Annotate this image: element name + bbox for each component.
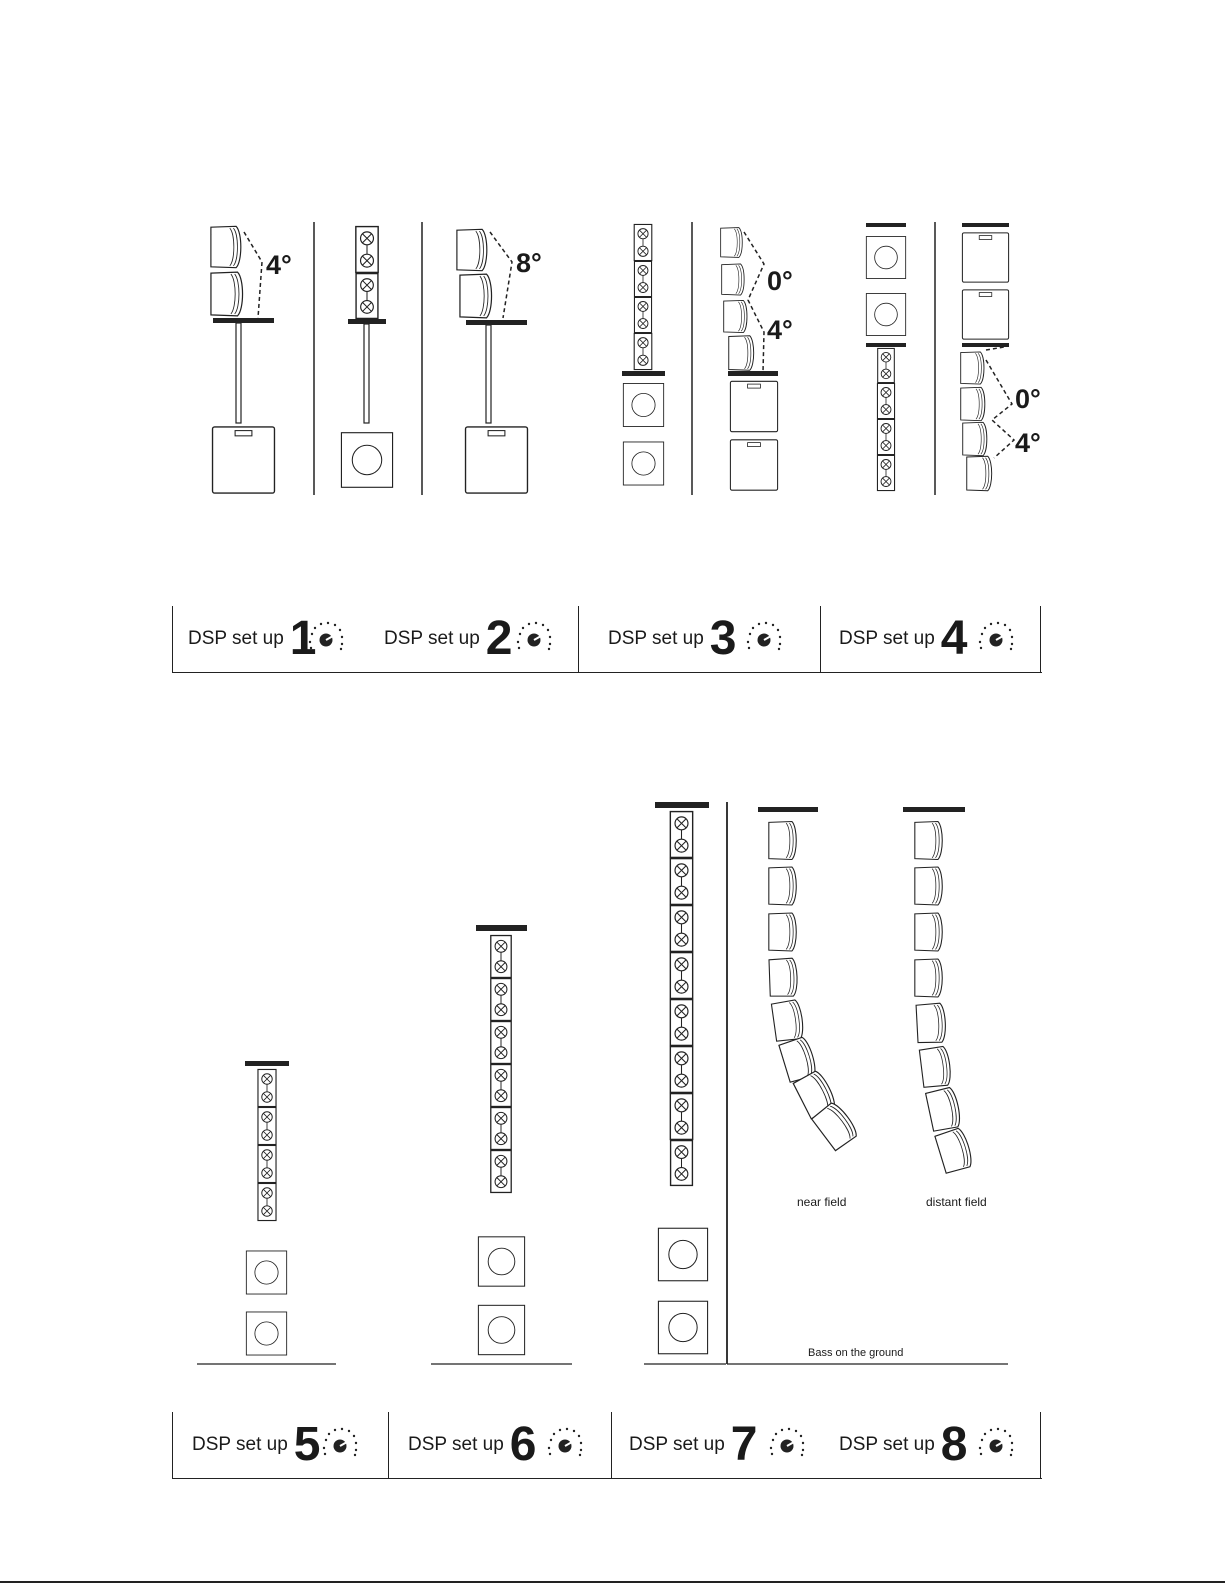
dsp-setup-1 bbox=[188, 606, 322, 672]
array-near-field bbox=[758, 807, 860, 1151]
angle-label: 0° bbox=[767, 266, 793, 296]
angle-label: 0° bbox=[1015, 384, 1041, 414]
dsp-number: 1 bbox=[289, 612, 317, 665]
dsp-label: DSP set up bbox=[839, 628, 935, 649]
dsp-setup-3 bbox=[608, 606, 742, 672]
config-stand-4deg bbox=[211, 226, 275, 493]
bass-caption: Bass on the ground bbox=[808, 1347, 904, 1359]
config-8-modules-2-subs bbox=[644, 802, 726, 1364]
array-distant-field bbox=[903, 807, 974, 1174]
config-flown-side bbox=[961, 223, 1014, 491]
dsp-label: DSP set up bbox=[192, 1434, 288, 1455]
distant-field-caption: distant field bbox=[926, 1195, 987, 1209]
angle-label: 4° bbox=[266, 250, 292, 280]
dsp-number: 8 bbox=[940, 1418, 968, 1471]
angle-label: 4° bbox=[767, 315, 793, 345]
dsp-number: 5 bbox=[293, 1418, 321, 1471]
dsp-number: 2 bbox=[485, 612, 513, 665]
dsp-label: DSP set up bbox=[188, 628, 284, 649]
dsp-setup-4 bbox=[839, 606, 973, 672]
dsp-label: DSP set up bbox=[629, 1434, 725, 1455]
dsp-setup-6 bbox=[408, 1412, 542, 1478]
dsp-number: 4 bbox=[940, 612, 968, 665]
config-6-modules-2-subs bbox=[431, 925, 572, 1364]
dsp-bar-top bbox=[172, 606, 1042, 673]
dsp-setup-7 bbox=[629, 1412, 763, 1478]
dsp-number: 3 bbox=[709, 612, 737, 665]
config-stand-front bbox=[341, 227, 392, 488]
angle-label: 4° bbox=[1015, 428, 1041, 458]
dsp-setup-8 bbox=[839, 1412, 973, 1478]
dsp-label: DSP set up bbox=[408, 1434, 504, 1455]
dsp-bar-bottom bbox=[172, 1412, 1042, 1479]
config-4-on-2sub-front bbox=[622, 224, 665, 485]
config-4-modules-2-subs bbox=[197, 1061, 336, 1364]
dsp-setup-5 bbox=[192, 1412, 326, 1478]
dsp-label: DSP set up bbox=[608, 628, 704, 649]
page-bottom-rule bbox=[0, 1581, 1225, 1583]
dsp-label: DSP set up bbox=[839, 1434, 935, 1455]
dsp-number: 7 bbox=[730, 1418, 758, 1471]
near-field-caption: near field bbox=[797, 1195, 847, 1209]
dsp-label: DSP set up bbox=[384, 628, 480, 649]
dsp-setup-2 bbox=[384, 606, 518, 672]
dsp-number: 6 bbox=[509, 1418, 537, 1471]
angle-label: 8° bbox=[516, 248, 542, 278]
config-flown-front bbox=[866, 223, 906, 491]
